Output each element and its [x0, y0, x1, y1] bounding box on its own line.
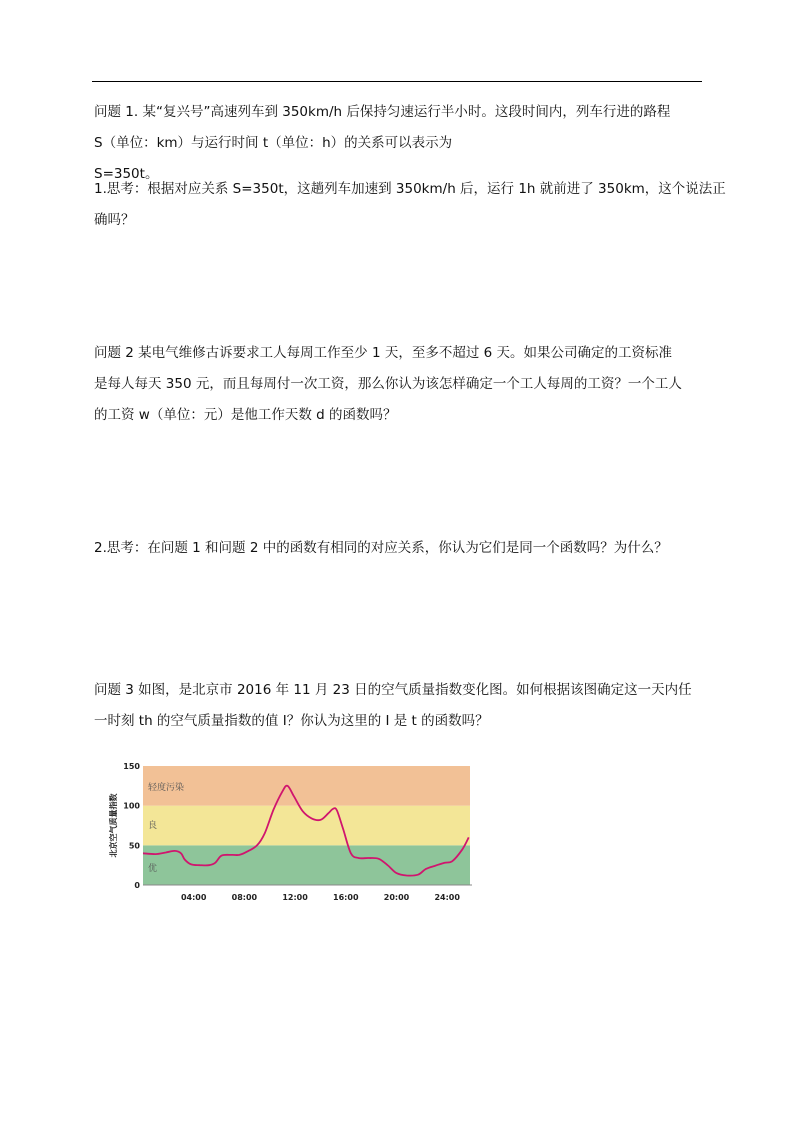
question-2-line-1: 问题 2 某电气维修古诉要求工人每周工作至少 1 天，至多不超过 6 天。如果公司确定的工资标准	[94, 345, 673, 361]
thinking-2	[94, 533, 704, 564]
thinking-2-line-1: 2.思考：在问题 1 和问题 2 中的函数有相同的对应关系，你认为它们是同一个函数吗？为什么？	[94, 540, 668, 556]
y-tick-label: 100	[123, 801, 140, 811]
question-2-line-3: 的工资 w（单位：元）是他工作天数 d 的函数吗？	[94, 407, 397, 423]
thinking-1	[94, 174, 726, 236]
question-2-line-2: 是每人每天 350 元，而且每周付一次工资，那么你认为该怎样确定一个工人每周的工资？一个工人	[94, 376, 682, 392]
band-label: 轻度污染	[148, 783, 185, 793]
question-3-line-2: 一时刻 th 的空气质量指数的值 I？你认为这里的 I 是 t 的函数吗？	[94, 713, 489, 729]
thinking-1-line-2: 确吗？	[94, 212, 135, 228]
y-tick-label: 150	[123, 762, 140, 771]
band-label: 良	[148, 821, 158, 831]
y-tick-label: 50	[128, 841, 140, 851]
x-tick-label: 08:00	[231, 893, 258, 902]
x-tick-label: 04:00	[180, 893, 207, 902]
question-1-line-1: 问题 1. 某“复兴号”高速列车到 350km/h 后保持匀速运行半小时。这段时间内，列车行进的路程	[94, 104, 671, 120]
question-3	[94, 675, 704, 737]
band-label: 优	[148, 864, 158, 874]
x-tick-label: 12:00	[282, 893, 308, 902]
air-quality-chart	[104, 756, 484, 911]
question-2	[94, 338, 704, 431]
y-tick-label: 0	[134, 881, 140, 890]
band-1	[143, 806, 470, 846]
x-tick-label: 20:00	[383, 893, 410, 902]
thinking-1-line-1: 1.思考：根据对应关系 S=350t，这趟列车加速到 350km/h 后，运行 1h 就前进了 350km，这个说法正	[94, 181, 726, 197]
band-2	[143, 766, 470, 806]
y-axis-label: 北京空气质量指数	[109, 793, 118, 858]
x-tick-label: 24:00	[434, 893, 460, 902]
question-3-line-1: 问题 3 如图，是北京市 2016 年 11 月 23 日的空气质量指数变化图。如何根据该图确定这一天内任	[94, 682, 692, 698]
header-rule	[92, 81, 702, 82]
x-tick-label: 16:00	[333, 893, 359, 902]
question-1-line-2: S（单位：km）与运行时间 t（单位：h）的关系可以表示为 S=350t。	[94, 135, 453, 182]
